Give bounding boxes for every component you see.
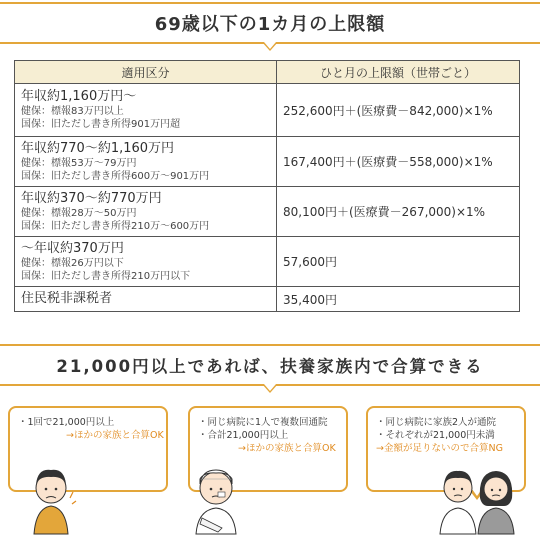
income-range: 〜年収約370万円 bbox=[21, 240, 124, 256]
limit-cell: 80,100円＋(医療費－267,000)×1% bbox=[277, 187, 520, 237]
kokuho-criteria: 国保：旧ただし書き所得901万円超 bbox=[21, 119, 181, 130]
income-range: 年収約370〜約770万円 bbox=[21, 190, 162, 206]
limits-table bbox=[14, 60, 520, 312]
column-header-limit: ひと月の上限額（世帯ごと） bbox=[277, 61, 520, 84]
banner-pointer-inner bbox=[264, 42, 276, 49]
table-row bbox=[15, 287, 520, 312]
category-cell bbox=[15, 84, 277, 137]
table-row bbox=[15, 237, 520, 287]
limit-cell: 57,600円 bbox=[277, 237, 520, 287]
category-cell bbox=[15, 237, 277, 287]
table-row bbox=[15, 84, 520, 137]
section-title-banner bbox=[0, 344, 540, 386]
income-range: 年収約1,160万円〜 bbox=[21, 89, 137, 104]
limit-cell: 252,600円＋(医療費－842,000)×1% bbox=[277, 84, 520, 137]
kokuho-criteria: 国保：旧ただし書き所得600万〜901万円 bbox=[21, 170, 210, 182]
limit-cell: 167,400円＋(医療費－558,000)×1% bbox=[277, 137, 520, 187]
condition-line: ・同じ病院に家族2人が通院 bbox=[376, 417, 497, 428]
kokuho-criteria: 国保：旧ただし書き所得210万〜600万円 bbox=[21, 220, 210, 232]
page-title: 69歳以下の1カ月の上限額 bbox=[154, 14, 386, 35]
kenpo-criteria: 健保：標報26万円以下 bbox=[21, 257, 124, 269]
kenpo-criteria: 健保：標報83万円以上 bbox=[21, 106, 124, 117]
injured-man-illustration bbox=[192, 452, 240, 535]
kokuho-criteria: 国保：旧ただし書き所得210万円以下 bbox=[21, 270, 191, 282]
category-cell bbox=[15, 187, 277, 237]
kenpo-criteria: 健保：標報53万〜79万円 bbox=[21, 157, 137, 169]
condition-line: ・それぞれが21,000円未満 bbox=[376, 430, 495, 441]
sick-man-illustration bbox=[26, 458, 76, 535]
section-pointer-inner bbox=[264, 384, 276, 391]
income-range: 年収約770〜約1,160万円 bbox=[21, 140, 175, 156]
family-couple-illustration bbox=[440, 456, 518, 535]
condition-line: ・1回で21,000円以上 bbox=[18, 417, 115, 428]
kenpo-criteria: 健保：標報28万〜50万円 bbox=[21, 207, 137, 219]
condition-line: ・合計21,000円以上 bbox=[198, 430, 289, 441]
table-header-row bbox=[15, 61, 520, 84]
table-row bbox=[15, 137, 520, 187]
table-row bbox=[15, 187, 520, 237]
category-cell bbox=[15, 137, 277, 187]
page-title-banner bbox=[0, 2, 540, 44]
result-line: →ほかの家族と合算OK bbox=[238, 443, 336, 454]
category-cell bbox=[15, 287, 277, 312]
condition-line: ・同じ病院に1人で複数回通院 bbox=[198, 417, 328, 428]
limit-cell: 35,400円 bbox=[277, 287, 520, 312]
result-line: →金額が足りないので合算NG bbox=[376, 443, 503, 454]
income-range: 住民税非課税者 bbox=[21, 291, 113, 306]
section-title: 21,000円以上であれば、扶養家族内で合算できる bbox=[56, 357, 484, 376]
result-line: →ほかの家族と合算OK bbox=[66, 430, 164, 441]
column-header-category: 適用区分 bbox=[15, 61, 277, 84]
